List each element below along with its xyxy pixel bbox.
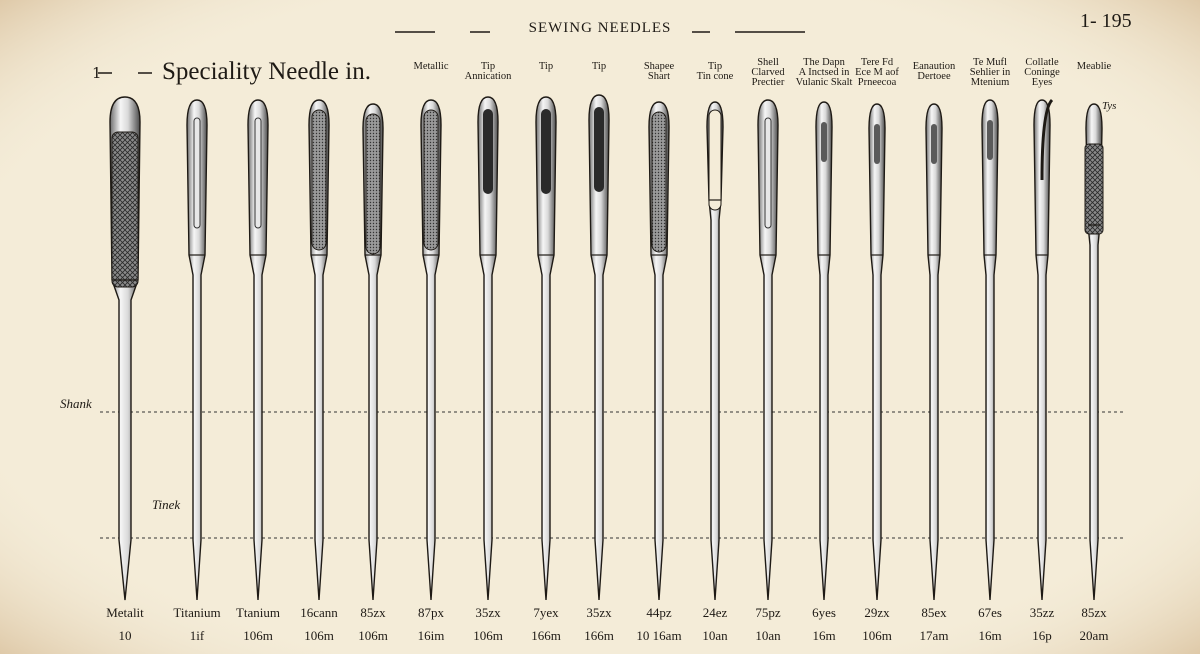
needle-label-length: 10an — [702, 628, 728, 643]
needle-header: Tip — [591, 61, 607, 72]
needle-label-length: 10an — [755, 628, 781, 643]
textured-eye — [312, 110, 326, 250]
needle-label-size: 85zx — [1081, 605, 1107, 620]
needle-label-length: 16m — [812, 628, 836, 643]
needle-header: Shell Clarved Prectier — [751, 57, 785, 88]
needle-label-length: 106m — [862, 628, 892, 643]
needle-eye — [931, 124, 937, 164]
needle-label-length: 20am — [1079, 628, 1109, 643]
needle-label-size: 6yes — [812, 605, 836, 620]
needle-label-length: 106m — [304, 628, 334, 643]
needle-eye — [255, 118, 261, 228]
knurled-grip — [1085, 144, 1103, 234]
section-subtitle: Speciality Needle in. — [162, 58, 371, 85]
open-eye — [709, 110, 721, 210]
textured-eye — [652, 112, 666, 252]
needle-label-length: 106m — [358, 628, 388, 643]
needle-eye — [194, 118, 200, 228]
needle-eye — [541, 109, 551, 194]
needle-label-size: 29zx — [864, 605, 890, 620]
needle-label-size: 35zx — [586, 605, 612, 620]
needle-header: Tere Fd Ece M aof Prneecoa — [855, 57, 899, 88]
needle-label-length: 16p — [1032, 628, 1052, 643]
needle-header: Metallic — [413, 61, 449, 72]
knurled-grip — [112, 132, 138, 287]
needle-eye — [987, 120, 993, 160]
needle-label-size: 35zx — [475, 605, 501, 620]
needle-label-size: 67es — [978, 605, 1002, 620]
textured-eye — [366, 114, 380, 254]
needle-eye — [765, 118, 771, 228]
needle-header: Tip Tin cone — [696, 61, 734, 82]
needle-label-size: 7yex — [533, 605, 559, 620]
needle-label-length: 106m — [473, 628, 503, 643]
needle-header: Tip — [538, 61, 554, 72]
needle-label-size: 35zz — [1029, 605, 1055, 620]
needle-label-size: 85zx — [360, 605, 386, 620]
needle-eye — [483, 109, 493, 194]
page-number: 1- 195 — [1080, 10, 1132, 32]
needle-label-length: 10 16am — [636, 628, 682, 643]
needle-header: Shapee Shart — [643, 61, 675, 82]
tip-guide-label: Tinek — [152, 497, 181, 512]
needle-label-length: 17am — [919, 628, 949, 643]
needle-eye — [594, 107, 604, 192]
needle-label-length: 10 — [118, 628, 132, 643]
needle-label-size: Titanium — [173, 605, 221, 620]
needle-label-size: Ttanium — [235, 605, 281, 620]
needle-label-length: 106m — [243, 628, 273, 643]
needle-label-size: 85ex — [921, 605, 947, 620]
needle-label-size: 75pz — [755, 605, 781, 620]
needle-header: Te Mufl Sehlier in Mtenium — [969, 57, 1011, 88]
needle-label-size: 16cann — [300, 605, 338, 620]
section-number: 1 — [92, 64, 102, 82]
needle-label-length: 16im — [417, 628, 445, 643]
needle-label-size: Metalit — [106, 605, 144, 620]
needle-header: Tip Annication — [464, 61, 512, 82]
shank-guide-label: Shank — [60, 396, 92, 411]
needle-label-length: 1if — [189, 628, 205, 643]
needle-header: Eanaution Dertoee — [912, 61, 956, 82]
needle-header: The Dapn A Inctsed in Vulanic Skalt — [795, 57, 853, 88]
needle-label-length: 16m — [978, 628, 1002, 643]
extra-note: Tys — [1102, 100, 1117, 112]
needle-label-length: 166m — [531, 628, 561, 643]
needle-header: Collatle Coninge Eyes — [1024, 57, 1060, 88]
needle-label-size: 24ez — [702, 605, 728, 620]
needle-header: Meablie — [1076, 61, 1112, 72]
textured-eye — [424, 110, 438, 250]
needle-eye — [874, 124, 880, 164]
needle-label-size: 87px — [418, 605, 444, 620]
needle-label-length: 166m — [584, 628, 614, 643]
needle-eye — [821, 122, 827, 162]
needle-label-size: 44pz — [646, 605, 672, 620]
page-title: SEWING NEEDLES — [528, 20, 672, 36]
